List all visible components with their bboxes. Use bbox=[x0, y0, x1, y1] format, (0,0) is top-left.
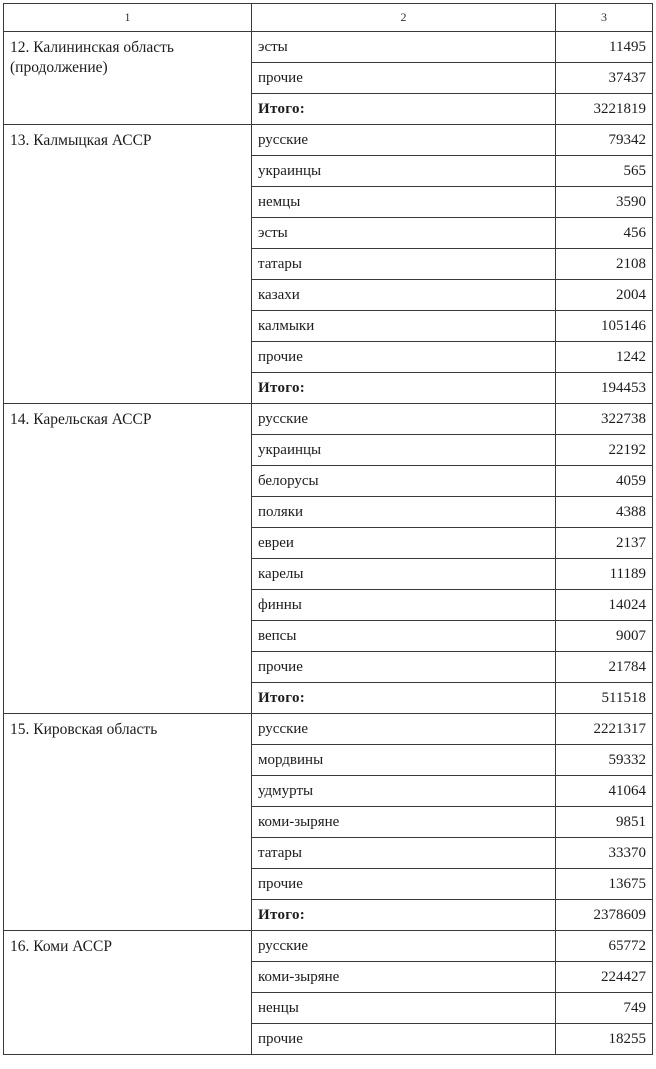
count-cell: 9851 bbox=[556, 807, 653, 838]
count-cell: 565 bbox=[556, 156, 653, 187]
count-cell: 22192 bbox=[556, 435, 653, 466]
document-page bbox=[3, 3, 652, 1055]
table-row bbox=[4, 714, 653, 745]
region-cell: 12. Калининская область (продолжение) bbox=[4, 32, 252, 125]
count-cell: 33370 bbox=[556, 838, 653, 869]
count-cell: 65772 bbox=[556, 931, 653, 962]
table-row bbox=[4, 931, 653, 962]
total-label: Итого: bbox=[252, 94, 556, 125]
column-number-1: 1 bbox=[4, 4, 252, 32]
column-number-3: 3 bbox=[556, 4, 653, 32]
table-body bbox=[4, 4, 653, 1055]
count-cell: 14024 bbox=[556, 590, 653, 621]
table-row bbox=[4, 404, 653, 435]
nationality-cell: прочие bbox=[252, 652, 556, 683]
total-label: Итого: bbox=[252, 900, 556, 931]
count-cell: 1242 bbox=[556, 342, 653, 373]
table-row bbox=[4, 32, 653, 63]
nationality-cell: русские bbox=[252, 125, 556, 156]
region-cell: 15. Кировская область bbox=[4, 714, 252, 931]
count-cell: 2221317 bbox=[556, 714, 653, 745]
count-cell: 21784 bbox=[556, 652, 653, 683]
count-cell: 105146 bbox=[556, 311, 653, 342]
count-cell: 749 bbox=[556, 993, 653, 1024]
count-cell: 18255 bbox=[556, 1024, 653, 1055]
nationality-cell: мордвины bbox=[252, 745, 556, 776]
nationality-cell: эсты bbox=[252, 218, 556, 249]
total-value: 511518 bbox=[556, 683, 653, 714]
count-cell: 2004 bbox=[556, 280, 653, 311]
count-cell: 11495 bbox=[556, 32, 653, 63]
nationality-cell: удмурты bbox=[252, 776, 556, 807]
nationality-cell: калмыки bbox=[252, 311, 556, 342]
region-cell: 13. Калмыцкая АССР bbox=[4, 125, 252, 404]
count-cell: 3590 bbox=[556, 187, 653, 218]
nationality-cell: евреи bbox=[252, 528, 556, 559]
count-cell: 59332 bbox=[556, 745, 653, 776]
total-value: 194453 bbox=[556, 373, 653, 404]
total-label: Итого: bbox=[252, 373, 556, 404]
count-cell: 9007 bbox=[556, 621, 653, 652]
nationality-cell: татары bbox=[252, 838, 556, 869]
nationality-cell: эсты bbox=[252, 32, 556, 63]
nationality-cell: коми-зыряне bbox=[252, 962, 556, 993]
population-table bbox=[3, 3, 653, 1055]
nationality-cell: русские bbox=[252, 404, 556, 435]
count-cell: 13675 bbox=[556, 869, 653, 900]
nationality-cell: поляки bbox=[252, 497, 556, 528]
count-cell: 224427 bbox=[556, 962, 653, 993]
nationality-cell: ненцы bbox=[252, 993, 556, 1024]
nationality-cell: немцы bbox=[252, 187, 556, 218]
region-cell: 16. Коми АССР bbox=[4, 931, 252, 1055]
count-cell: 4388 bbox=[556, 497, 653, 528]
nationality-cell: татары bbox=[252, 249, 556, 280]
total-value: 2378609 bbox=[556, 900, 653, 931]
count-cell: 79342 bbox=[556, 125, 653, 156]
count-cell: 322738 bbox=[556, 404, 653, 435]
count-cell: 2137 bbox=[556, 528, 653, 559]
count-cell: 11189 bbox=[556, 559, 653, 590]
nationality-cell: прочие bbox=[252, 1024, 556, 1055]
nationality-cell: коми-зыряне bbox=[252, 807, 556, 838]
nationality-cell: украинцы bbox=[252, 156, 556, 187]
nationality-cell: финны bbox=[252, 590, 556, 621]
table-row bbox=[4, 125, 653, 156]
nationality-cell: русские bbox=[252, 714, 556, 745]
nationality-cell: белорусы bbox=[252, 466, 556, 497]
count-cell: 4059 bbox=[556, 466, 653, 497]
nationality-cell: прочие bbox=[252, 342, 556, 373]
nationality-cell: вепсы bbox=[252, 621, 556, 652]
nationality-cell: казахи bbox=[252, 280, 556, 311]
total-label: Итого: bbox=[252, 683, 556, 714]
nationality-cell: прочие bbox=[252, 63, 556, 94]
count-cell: 37437 bbox=[556, 63, 653, 94]
count-cell: 41064 bbox=[556, 776, 653, 807]
region-cell: 14. Карельская АССР bbox=[4, 404, 252, 714]
column-number-row bbox=[4, 4, 653, 32]
count-cell: 2108 bbox=[556, 249, 653, 280]
column-number-2: 2 bbox=[252, 4, 556, 32]
total-value: 3221819 bbox=[556, 94, 653, 125]
nationality-cell: украинцы bbox=[252, 435, 556, 466]
count-cell: 456 bbox=[556, 218, 653, 249]
nationality-cell: карелы bbox=[252, 559, 556, 590]
nationality-cell: русские bbox=[252, 931, 556, 962]
nationality-cell: прочие bbox=[252, 869, 556, 900]
